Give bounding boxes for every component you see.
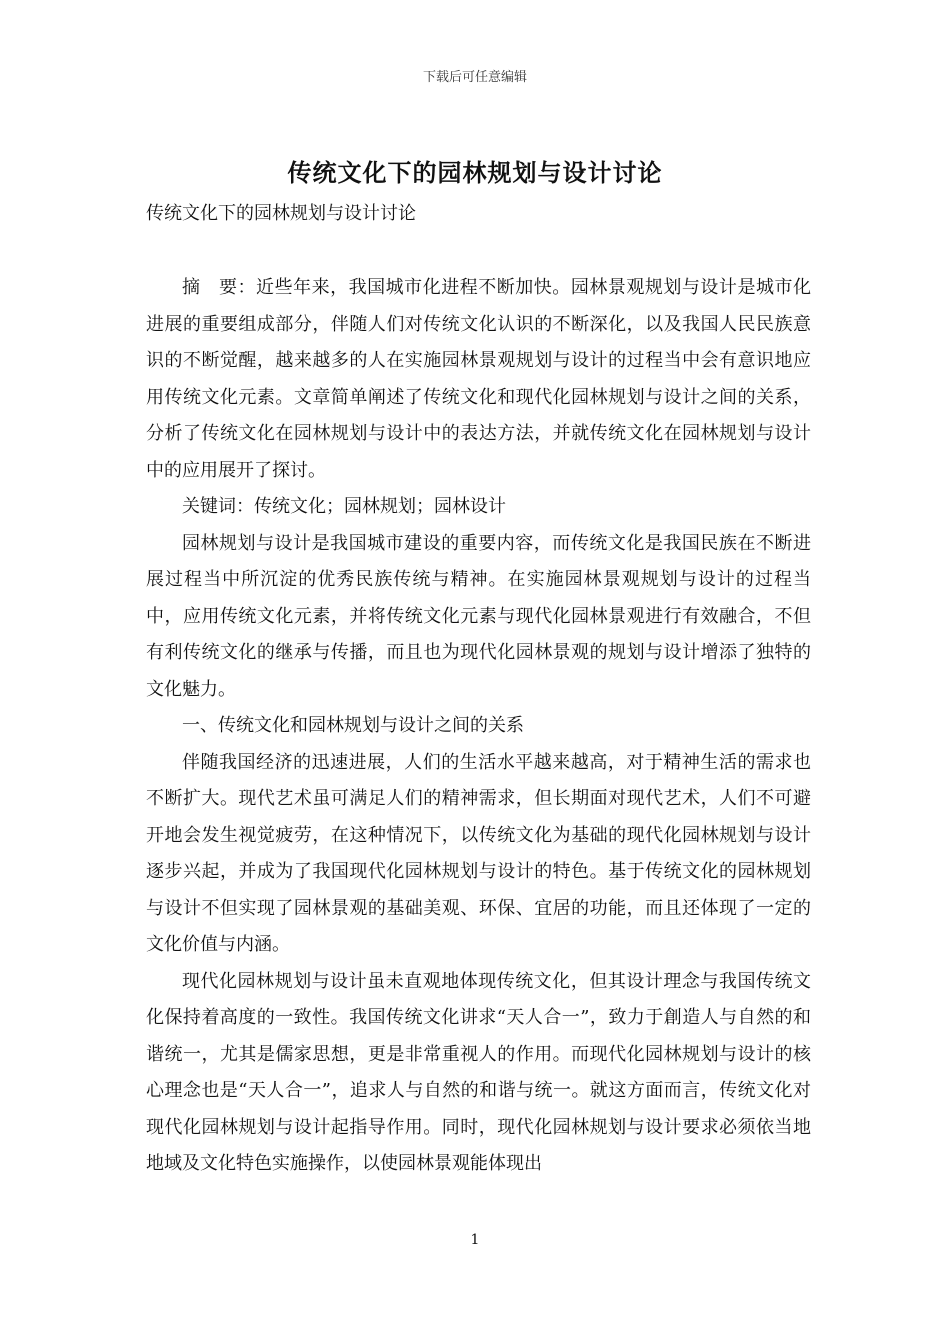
header-note: 下载后可任意编辑 (422, 70, 527, 85)
body-paragraph: 现代化园林规划与设计虽未直观地体现传统文化，但其设计理念与我国传统文化保持着高度的一致性。我国传统文化讲求“天人合一”，致力于創造人与自然的和谐统一，尤其是儒家思想，更是非常重视人的作用。而现代化园林规划与设计的核心理念也是“天人合一”，追求人与自然的和谐与统一。就这方面而言，传统文化对现代化园林规划与设计起指导作用。同时，现代化园林规划与设计要求必须依当地地域及文化特色实施操作，以使园林景观能体现出 (146, 970, 811, 1174)
document-body (146, 270, 811, 1183)
section-heading: 一、传统文化和园林规划与设计之间的关系 (182, 715, 524, 736)
intro-paragraph: 园林规划与设计是我国城市建设的重要内容，而传统文化是我国民族在不断进展过程当中所沉淀的优秀民族传统与精神。在实施园林景观规划与设计的过程当中，应用传统文化元素，并将传统文化元素与现代化园林景观进行有效融合，不但有利传统文化的继承与传播，而且也为现代化园林景观的规划与设计增添了独特的文化魅力。 (146, 532, 811, 700)
abstract-paragraph: 摘 要：近些年来，我国城市化进程不断加快。园林景观规划与设计是城市化进展的重要组成部分，伴随人们对传统文化认识的不断深化，以及我国人民民族意识的不断觉醒，越来越多的人在实施园林景观规划与设计的过程当中会有意识地应用传统文化元素。文章简单阐述了传统文化和现代化园林规划与设计之间的关系，分析了传统文化在园林规划与设计中的表达方法，并就传统文化在园林规划与设计中的应用展开了探讨。 (146, 277, 811, 481)
document-title: 传统文化下的园林规划与设计讨论 (287, 158, 663, 187)
keywords-paragraph: 关键词：传统文化；园林规划；园林设计 (182, 496, 506, 517)
document-subtitle: 传统文化下的园林规划与设计讨论 (146, 203, 416, 224)
body-paragraph: 伴随我国经济的迅速进展，人们的生活水平越来越高，对于精神生活的需求也不断扩大。现代艺术虽可满足人们的精神需求，但长期面对现代艺术，人们不可避开地会发生视觉疲劳，在这种情况下，以传统文化为基础的现代化园林规划与设计逐步兴起，并成为了我国现代化园林规划与设计的特色。基于传统文化的园林规划与设计不但实现了园林景观的基础美观、环保、宜居的功能，而且还体现了一定的文化价值与内涵。 (146, 751, 811, 955)
page-number: 1 (470, 1232, 480, 1248)
